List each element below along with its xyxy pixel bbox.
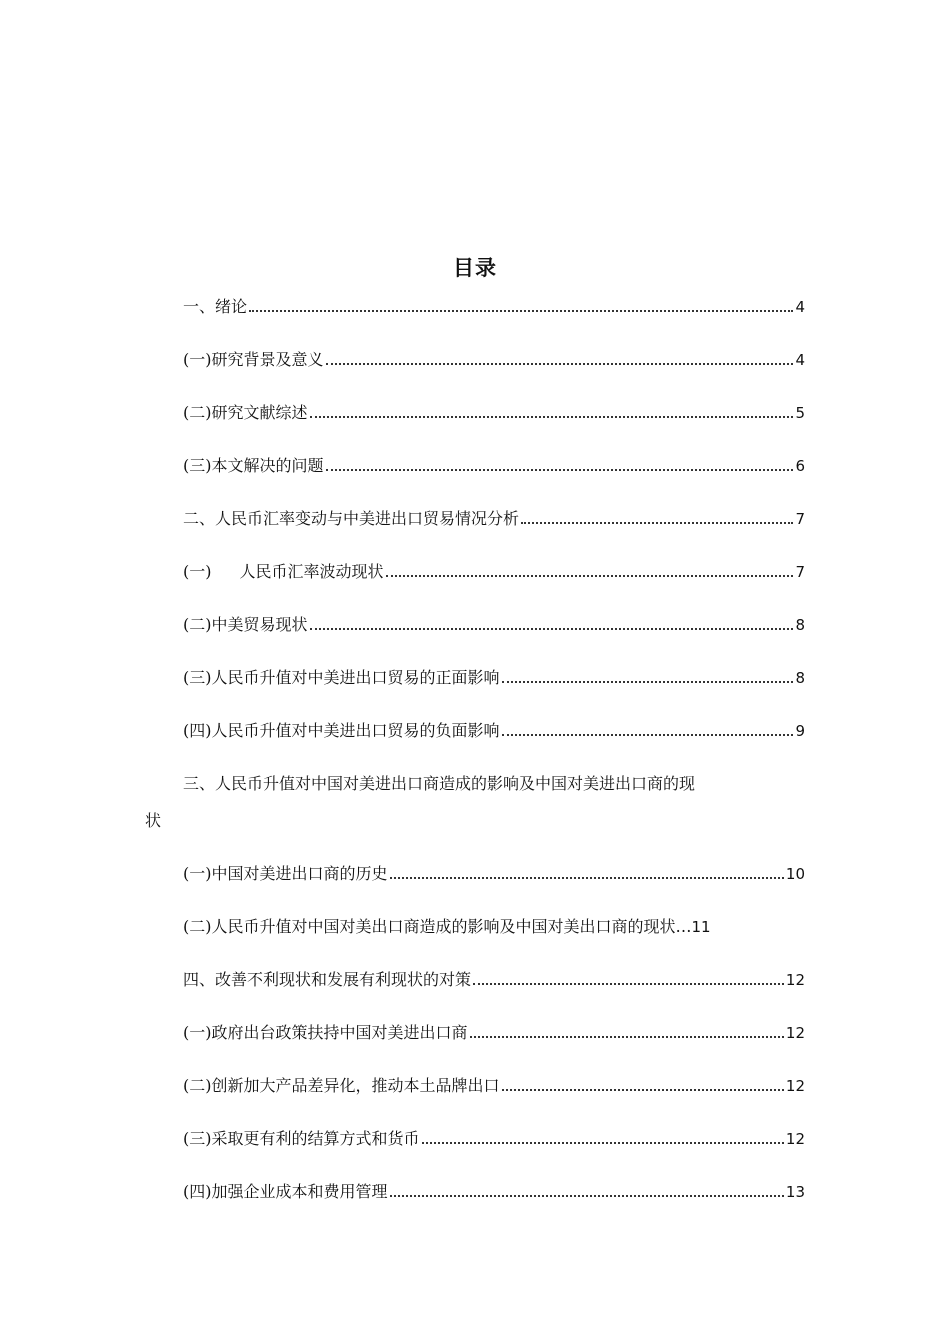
- toc-entry-label: (一)中国对美进出口商的历史: [183, 864, 388, 883]
- dot-leader: [310, 628, 794, 630]
- table-of-contents: [145, 296, 805, 1234]
- toc-entry-label: (二)中美贸易现状: [183, 615, 308, 634]
- toc-entry-page: 4: [795, 298, 805, 316]
- toc-entry-3-2[interactable]: [145, 916, 805, 938]
- toc-entry-label: [183, 561, 384, 583]
- toc-entry-page: 5: [795, 404, 805, 422]
- toc-entry-2-4[interactable]: [145, 720, 805, 742]
- toc-entry-label: (二)人民币升值对中国对美出口商造成的影响及中国对美出口商的现状…: [183, 917, 692, 936]
- toc-entry-label: (三)本文解决的问题: [183, 456, 324, 475]
- dot-leader: [502, 681, 794, 683]
- toc-entry-label: (四)加强企业成本和费用管理: [183, 1182, 388, 1201]
- toc-entry-1-3[interactable]: [145, 455, 805, 477]
- dot-leader: [502, 1089, 784, 1091]
- toc-entry-label: (一)研究背景及意义: [183, 350, 324, 369]
- toc-entry-page: 7: [795, 510, 805, 528]
- toc-entry-label: 二、人民币汇率变动与中美进出口贸易情况分析: [183, 509, 520, 528]
- toc-entry-page: 6: [795, 457, 805, 475]
- toc-entry-1-2[interactable]: [145, 402, 805, 424]
- toc-entry-prefix: (一): [183, 562, 212, 581]
- toc-entry-4[interactable]: [145, 969, 805, 991]
- toc-entry-page: 12: [785, 1024, 805, 1042]
- toc-entry-label-line1: 三、人民币升值对中国对美进出口商造成的影响及中国对美进出口商的现: [183, 774, 696, 793]
- toc-entry-3-1[interactable]: [145, 863, 805, 885]
- toc-entry-page: 12: [785, 971, 805, 989]
- toc-entry-label: (二)创新加大产品差异化，推动本土品牌出口: [183, 1076, 500, 1095]
- toc-entry-page: 9: [795, 722, 805, 740]
- toc-entry-page: 12: [785, 1130, 805, 1148]
- toc-entry-label: (三)人民币升值对中美进出口贸易的正面影响: [183, 668, 500, 687]
- toc-entry-2-3[interactable]: [145, 667, 805, 689]
- toc-entry-label: 一、绪论: [183, 297, 248, 316]
- toc-entry-label: (四)人民币升值对中美进出口贸易的负面影响: [183, 721, 500, 740]
- toc-entry-1-1[interactable]: [145, 349, 805, 371]
- toc-entry-page: 4: [795, 351, 805, 369]
- toc-entry-page: 7: [795, 563, 805, 581]
- toc-title: 目录: [453, 255, 497, 280]
- dot-leader: [422, 1142, 784, 1144]
- toc-entry-page: 11: [691, 918, 711, 936]
- toc-entry-page: 10: [785, 865, 805, 883]
- toc-entry-1[interactable]: [145, 296, 805, 318]
- dot-leader: [470, 1036, 784, 1038]
- toc-entry-2[interactable]: [145, 508, 805, 530]
- dot-leader: [473, 983, 784, 985]
- toc-entry-page: 13: [785, 1183, 805, 1201]
- dot-leader: [390, 877, 784, 879]
- toc-entry-4-1[interactable]: [145, 1022, 805, 1044]
- dot-leader: [249, 310, 793, 312]
- toc-entry-label: (一)政府出台政策扶持中国对美进出口商: [183, 1023, 468, 1042]
- dot-leader: [390, 1195, 784, 1197]
- toc-entry-page: 12: [785, 1077, 805, 1095]
- toc-entry-4-2[interactable]: [145, 1075, 805, 1097]
- toc-entry-label-line2: 状: [145, 811, 162, 830]
- toc-entry-page: 8: [795, 669, 805, 687]
- toc-entry-4-4[interactable]: [145, 1181, 805, 1203]
- toc-entry-2-1[interactable]: [145, 561, 805, 583]
- dot-leader: [521, 522, 793, 524]
- toc-entry-label: 四、改善不利现状和发展有利现状的对策: [183, 970, 472, 989]
- dot-leader: [386, 575, 794, 577]
- toc-entry-4-3[interactable]: [145, 1128, 805, 1150]
- toc-entry-page: 8: [795, 616, 805, 634]
- toc-entry-label: (二)研究文献综述: [183, 403, 308, 422]
- dot-leader: [326, 469, 794, 471]
- toc-entry-text: 人民币汇率波动现状: [239, 562, 384, 581]
- toc-entry-label: (三)采取更有利的结算方式和货币: [183, 1129, 420, 1148]
- toc-entry-3[interactable]: [145, 773, 805, 832]
- dot-leader: [502, 734, 794, 736]
- toc-entry-2-2[interactable]: [145, 614, 805, 636]
- dot-leader: [310, 416, 794, 418]
- dot-leader: [326, 363, 794, 365]
